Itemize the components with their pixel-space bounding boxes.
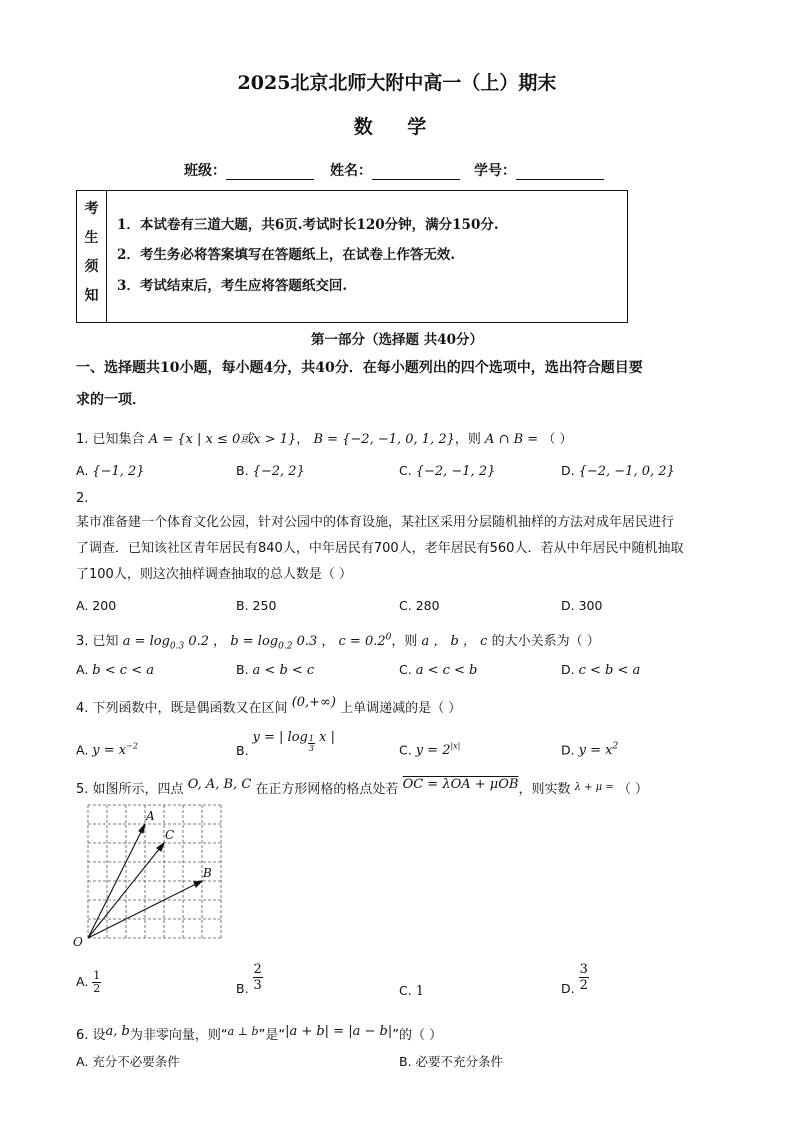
class-blank (226, 165, 314, 180)
option-text: {−1, 2} (92, 464, 145, 479)
fraction-den: 2 (93, 982, 101, 995)
q4-option-c (399, 742, 460, 758)
option-text (92, 743, 138, 758)
q3-mid: ，则 (391, 634, 418, 649)
vector-grid-figure (70, 800, 230, 950)
q2-line-2: 了调查．已知该社区青年居民有840人，中年居民有700人，老年居民有560人．若从中年居民中随机抽取 (76, 541, 684, 556)
option-text: {−2, −1, 0, 2} (578, 464, 675, 479)
fraction-num: 1 (93, 969, 101, 982)
option-letter: C. (399, 742, 412, 758)
q4-option-a (76, 742, 138, 758)
q3-option-a (76, 662, 154, 678)
notice-box (76, 190, 628, 323)
option-letter: C. (399, 598, 412, 613)
notice-head-char: 生 (84, 230, 99, 246)
point-a-label: A (146, 809, 155, 823)
vector-oa (88, 824, 145, 938)
q3-b-base: 0.2 (278, 641, 293, 652)
fraction-num: 3 (579, 962, 588, 977)
q1-expr: A ∩ B = (485, 432, 539, 447)
option-text: a < b < c (252, 663, 315, 678)
q4-a-exp: −2 (126, 742, 138, 751)
option-text: 300 (578, 598, 603, 613)
question-4 (76, 697, 461, 716)
option-letter: D. (561, 662, 575, 677)
q2-number: 2. (76, 491, 89, 506)
name-label: 姓名： (330, 163, 372, 179)
q4-b-log: y = | log (252, 730, 308, 745)
q3-a-base: 0.3 (169, 641, 185, 652)
option-text: 1 (415, 984, 424, 999)
q2-line-3: 了100人，则这次抽样调查抽取的总人数是（ ） (76, 567, 352, 582)
q3-a-log: a = log (122, 634, 170, 649)
q1-set-a: A = {x | x ≤ 0或x > 1} (148, 432, 297, 447)
question-1 (76, 428, 572, 447)
q4-d-exp: 2 (612, 742, 619, 752)
q4-b-base-den: 3 (308, 744, 314, 753)
q3-prefix: 3. 已知 (76, 634, 119, 649)
q5-option-c (399, 983, 424, 999)
q3-a (122, 634, 210, 652)
name-blank (372, 165, 460, 180)
notice-head (77, 191, 107, 322)
option-fraction (253, 962, 263, 993)
option-text: c < b < a (578, 663, 641, 678)
q3-option-d (561, 662, 640, 678)
q6-mid-2: ”是“ (258, 1028, 286, 1043)
q4-c-exp: |x| (450, 742, 461, 751)
q3-vars: a ， b ， c (421, 634, 488, 649)
question-3: 3. 已知 $a = \log_{0.3} 0.2$ ， $b = \log_{0.2} 0.3$ ， $c = 0.2^0$，则 a ， b ， c 的大小关系为（ ） (76, 632, 600, 652)
q1-option-c (399, 463, 495, 479)
exam-title: 2025北京北师大附中高一（上）期末 (237, 72, 557, 94)
arrow-head-b (194, 881, 202, 887)
question-6 (76, 1024, 442, 1043)
q5-option-d (561, 962, 589, 996)
q6-condition-2: |a + b| = |a − b| (285, 1024, 393, 1039)
point-b-label: B (203, 866, 212, 880)
q5-option-b (236, 962, 263, 996)
q2-option-c (399, 598, 440, 613)
q4-interval: (0,+∞) (291, 695, 336, 710)
id-blank (516, 165, 604, 180)
class-label: 班级： (184, 163, 226, 179)
q1-tail: （ ） (542, 432, 573, 447)
notice-line-3: 3．考试结束后，考生应将答题纸交回. (117, 278, 348, 294)
option-letter: A. (76, 742, 89, 758)
notice-line-1: 1．本试卷有三道大题，共6页.考试时长120分钟，满分150分. (117, 217, 499, 233)
q2-option-a (76, 598, 116, 613)
q4-b-base-frac (308, 734, 315, 753)
q5-mid: 在正方形网格的格点处若 (255, 782, 399, 797)
q4-b-arg: x | (314, 730, 335, 745)
q1-sep: ， (296, 432, 310, 447)
option-letter: A. (76, 598, 89, 613)
q4-d-base: y = x (578, 743, 613, 759)
q5-points: O, A, B, C (187, 777, 252, 792)
point-c-label: C (165, 828, 175, 842)
option-letter: D. (561, 598, 575, 613)
q5-option-a (76, 970, 101, 995)
q3-b (230, 634, 318, 652)
option-letter: A. (76, 463, 89, 478)
q1-set-b: B = {−2, −1, 0, 1, 2} (313, 432, 455, 447)
q4-b-base-num: 1 (308, 734, 314, 743)
q5-ask: ，则实数 (518, 782, 571, 797)
option-text (252, 730, 335, 753)
arrow-head-a (139, 824, 145, 833)
q3-b-arg: 0.3 (292, 634, 318, 649)
q5-prefix: 5. 如图所示，四点 (76, 782, 184, 797)
option-fraction (92, 970, 101, 995)
fraction-num: 2 (253, 962, 262, 977)
subject-title: 数 学 (353, 116, 441, 138)
notice-head-char: 考 (84, 201, 99, 217)
option-letter: D. (561, 981, 575, 996)
option-fraction (579, 962, 589, 993)
option-letter: B. (236, 598, 249, 613)
notice-line-2: 2．考生务必将答案填写在答题纸上，在试卷上作答无效. (117, 247, 456, 263)
option-letter: B. (236, 662, 249, 677)
option-letter: A. (76, 662, 89, 677)
part1-title: 第一部分（选择题 共40分） (311, 332, 483, 348)
q5-tail: （ ） (617, 782, 649, 797)
option-text: b < c < a (92, 663, 154, 678)
option-letter: C. (399, 463, 412, 478)
option-letter: D. (561, 742, 575, 758)
option-text: {−2, −1, 2} (415, 464, 496, 479)
q6-option-a: A. 充分不必要条件 (76, 1054, 180, 1069)
q4-tail: 上单调递减的是（ ） (340, 701, 462, 716)
q3-option-c (399, 662, 477, 678)
q6-tail: ”的（ ） (392, 1028, 443, 1043)
q6-condition-1: a ⊥ b (227, 1025, 259, 1038)
option-letter: D. (561, 463, 575, 478)
q1-option-a (76, 463, 145, 479)
q6-prefix: 6. 设 (76, 1028, 106, 1043)
option-letter: B. (236, 743, 249, 758)
q3-a-arg: 0.2 (184, 634, 210, 649)
part1-instruction-2: 求的一项． (76, 392, 146, 408)
q2-option-d (561, 598, 602, 613)
q4-c-base: y = 2 (415, 743, 451, 759)
q1-option-b (236, 463, 305, 479)
q4-option-d (561, 742, 618, 758)
option-text: {−2, 2} (252, 464, 305, 479)
option-letter: C. (399, 662, 412, 677)
option-text: a < c < b (415, 663, 478, 678)
grid-lines (88, 805, 221, 938)
q1-prefix: 1. 已知集合 (76, 432, 145, 447)
id-field (474, 160, 604, 180)
id-label: 学号： (474, 163, 516, 179)
q3-b-log: b = log (230, 634, 279, 649)
q3-c (339, 634, 392, 649)
fraction-den: 2 (579, 978, 588, 993)
option-letter: A. (76, 974, 89, 989)
option-letter: B. (236, 981, 249, 996)
option-text (579, 743, 619, 758)
q1-ask: ，则 (454, 432, 481, 447)
question-5 (76, 778, 648, 797)
class-field (184, 160, 314, 180)
q6-vectors: a, b (105, 1024, 130, 1039)
vector-ob (88, 881, 202, 938)
q3-c-exp: 0 (385, 632, 392, 643)
notice-head-char: 须 (84, 259, 99, 275)
point-o-label: O (73, 935, 83, 949)
q4-a-base: y = x (92, 743, 127, 759)
q2-line-1: 某市准备建一个体育文化公园，针对公园中的体育设施，某社区采用分层随机抽样的方法对成年居民进行 (76, 515, 675, 530)
q1-option-d (561, 463, 675, 479)
q5-vector-eq: OC = λOA + μOB (402, 777, 519, 792)
q3-option-b (236, 662, 314, 678)
q6-option-b: B. 必要不充分条件 (399, 1054, 504, 1069)
name-field (330, 160, 460, 180)
q5-expr: λ + μ = (574, 782, 614, 793)
q3-tail: 的大小关系为（ ） (491, 634, 600, 649)
option-text: 250 (252, 598, 277, 613)
option-text: 200 (92, 598, 117, 613)
option-letter: C. (399, 983, 412, 998)
option-text (416, 743, 461, 758)
q4-option-b (236, 730, 335, 761)
question-2 (76, 510, 716, 588)
fraction-den: 3 (253, 978, 262, 993)
q4-prefix: 4. 下列函数中，既是偶函数又在区间 (76, 701, 288, 716)
part1-instruction-1: 一、选择题共10小题，每小题4分，共40分．在每小题列出的四个选项中，选出符合题目要 (76, 360, 643, 376)
notice-head-char: 知 (84, 288, 99, 304)
option-text: 280 (415, 598, 440, 613)
q3-c-base: c = 0.2 (338, 634, 386, 649)
q2-option-b (236, 598, 276, 613)
option-letter: B. (236, 463, 249, 478)
q6-mid: 为非零向量，则“ (129, 1028, 228, 1043)
